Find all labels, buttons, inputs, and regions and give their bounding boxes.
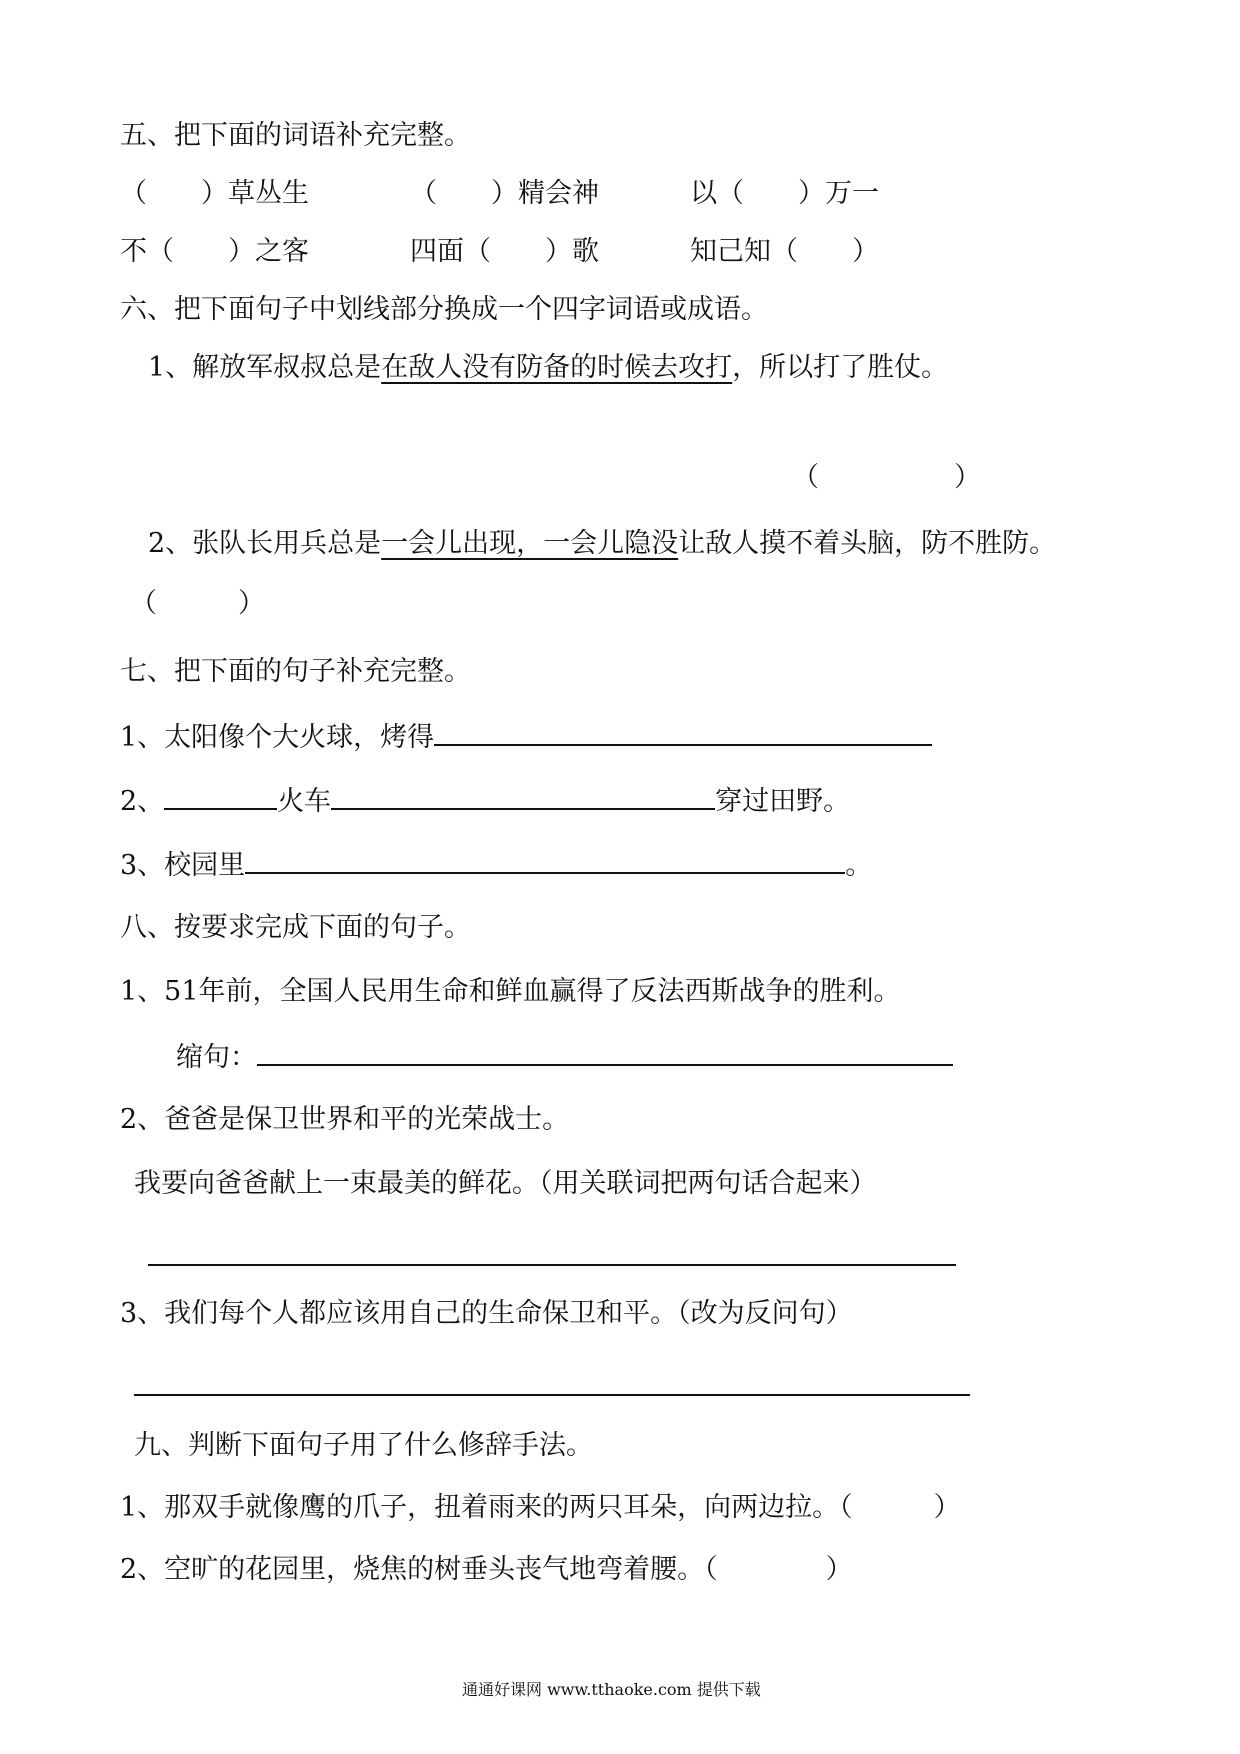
- answer-blank[interactable]: [434, 718, 932, 746]
- answer-blank[interactable]: [257, 1038, 953, 1066]
- underlined-phrase: 在敌人没有防备的时候去攻打: [381, 352, 733, 383]
- question-6-1: [148, 350, 948, 386]
- underlined-phrase: 一会儿出现，一会儿隐没: [381, 528, 679, 559]
- answer-brackets: （ ）: [130, 588, 265, 619]
- section-7-title: 七、把下面的句子补充完整。: [120, 656, 471, 687]
- question-text: 让敌人摸不着头脑，防不胜防。: [678, 528, 1057, 559]
- word-item: 不（ ）之客: [120, 236, 309, 267]
- section-8-title: 八、按要求完成下面的句子。: [120, 912, 471, 943]
- question-text: 2、张队长用兵总是: [148, 528, 382, 559]
- question-text: 。: [845, 850, 873, 881]
- word-item: （ ）精会神: [410, 178, 599, 209]
- question-7-1: [120, 718, 932, 756]
- question-text: 3、校园里: [120, 850, 246, 881]
- question-8-2-task: 我要向爸爸献上一束最美的鲜花。（用关联词把两句话合起来）: [134, 1168, 877, 1199]
- question-6-2: [148, 526, 1056, 562]
- section-5-title: 五、把下面的词语补充完整。: [120, 120, 471, 151]
- answer-brackets: （ ）: [792, 462, 981, 493]
- word-item: 知己知（ ）: [690, 236, 879, 267]
- word-item: （ ）草丛生: [120, 178, 309, 209]
- question-text: 2、: [120, 786, 165, 817]
- question-text: ，所以打了胜仗。: [732, 352, 949, 383]
- word-item: 四面（ ）歌: [410, 236, 599, 267]
- answer-blank[interactable]: [164, 782, 277, 810]
- question-text: 火车: [277, 786, 332, 817]
- section-6-title: 六、把下面句子中划线部分换成一个四字词语或成语。: [120, 294, 768, 325]
- question-8-1-task: [176, 1038, 953, 1076]
- question-7-3: [120, 846, 872, 884]
- question-8-1: 1、51年前，全国人民用生命和鲜血赢得了反法西斯战争的胜利。: [120, 976, 901, 1007]
- task-label: 缩句：: [176, 1042, 257, 1073]
- answer-blank[interactable]: [245, 846, 845, 874]
- answer-line[interactable]: [134, 1394, 970, 1396]
- section-9-title: 九、判断下面句子用了什么修辞手法。: [134, 1430, 593, 1461]
- question-text: 1、解放军叔叔总是: [148, 352, 382, 383]
- page-footer: 通通好课网 www.tthaoke.com 提供下载: [462, 1680, 761, 1699]
- answer-line[interactable]: [148, 1264, 956, 1266]
- question-8-3: 3、我们每个人都应该用自己的生命保卫和平。（改为反问句）: [120, 1298, 853, 1329]
- question-9-2: 2、空旷的花园里，烧焦的树垂头丧气地弯着腰。（ ）: [120, 1554, 853, 1585]
- answer-blank[interactable]: [331, 782, 715, 810]
- question-9-1: 1、那双手就像鹰的爪子，扭着雨来的两只耳朵，向两边拉。（ ）: [120, 1492, 961, 1523]
- question-7-2: [120, 782, 850, 820]
- question-text: 穿过田野。: [715, 786, 851, 817]
- question-8-2: 2、爸爸是保卫世界和平的光荣战士。: [120, 1104, 570, 1135]
- word-item: 以（ ）万一: [690, 178, 879, 209]
- question-text: 1、太阳像个大火球，烤得: [120, 722, 435, 753]
